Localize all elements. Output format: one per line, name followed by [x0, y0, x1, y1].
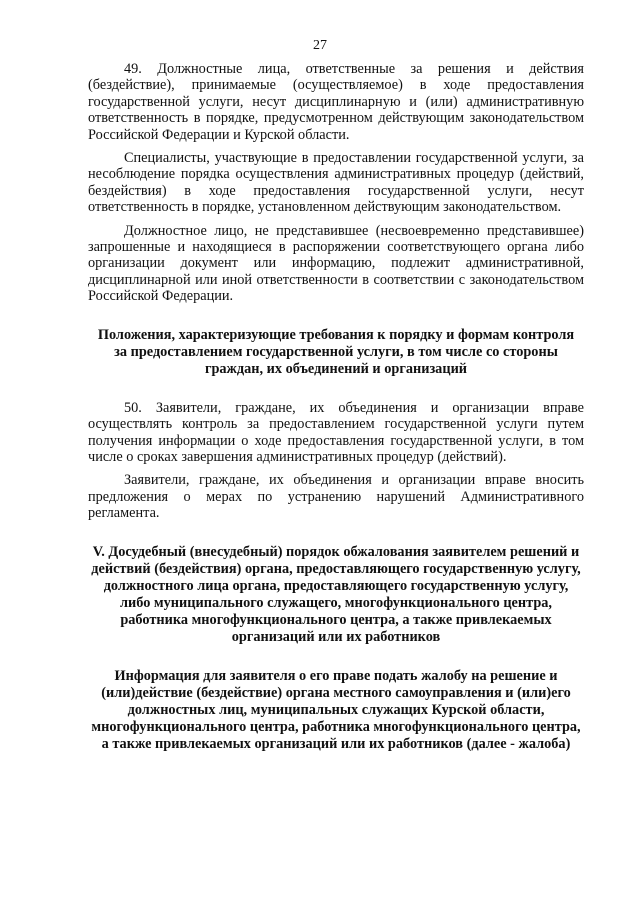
section-heading-v-appeal: V. Досудебный (внесудебный) порядок обжалования заявителем решений и действий (бездействия) органа, предоставляющего государственную услугу, должностного лица органа, предоставляющего государственную услугу, либо муниципального служащего, многофункционального центра, работника многофункционального центра, а также привлекаемых организаций или их работников	[91, 543, 581, 645]
section-heading-complaint-info: Информация для заявителя о его праве подать жалобу на решение и (или)действие (бездействие) органа местного самоуправления и (или)его должностных лиц, муниципальных служащих Курской области, многофункционального центра, работника многофункционального центра, а также привлекаемых организаций или их работников (далее - жалоба)	[91, 667, 581, 752]
page-number: 27	[313, 38, 327, 53]
paragraph-specialists-responsibility: Специалисты, участвующие в предоставлении государственной услуги, за несоблюдение порядка осуществления административных процедур (действий, бездействия) в ходе предоставления государственной услуги, несут ответственность в порядке, установленном действующим законодательством.	[88, 150, 584, 216]
paragraph-50-control: 50. Заявители, граждане, их объединения и организации вправе осуществлять контроль за предоставлением государственной услуги путем получения информации о ходе предоставления государственной услуги, в том числе о сроках завершения административных процедур (действий).	[88, 399, 584, 465]
document-body	[88, 61, 584, 753]
paragraph-official-documents-responsibility: Должностное лицо, не представившее (несвоевременно представившее) запрошенные и находящиеся в распоряжении соответствующего органа либо организации документ или информацию, подлежит административной, дисциплинарной или иной ответственности в соответствии с законодательством Российской Федерации.	[88, 222, 584, 305]
paragraph-49-responsibility: 49. Должностные лица, ответственные за решения и действия (бездействие), принимаемые (осуществляемое) в ходе предоставления государственной услуги, несут дисциплинарную и (или) административную ответственность в порядке, предусмотренном действующим законодательством Российской Федерации и Курской области.	[88, 61, 584, 143]
section-heading-control: Положения, характеризующие требования к порядку и формам контроля за предоставлением государственной услуги, в том числе со стороны граждан, их объединений и организаций	[97, 326, 575, 377]
paragraph-proposals: Заявители, граждане, их объединения и организации вправе вносить предложения о мерах по устранению нарушений Административного регламента.	[88, 472, 584, 522]
